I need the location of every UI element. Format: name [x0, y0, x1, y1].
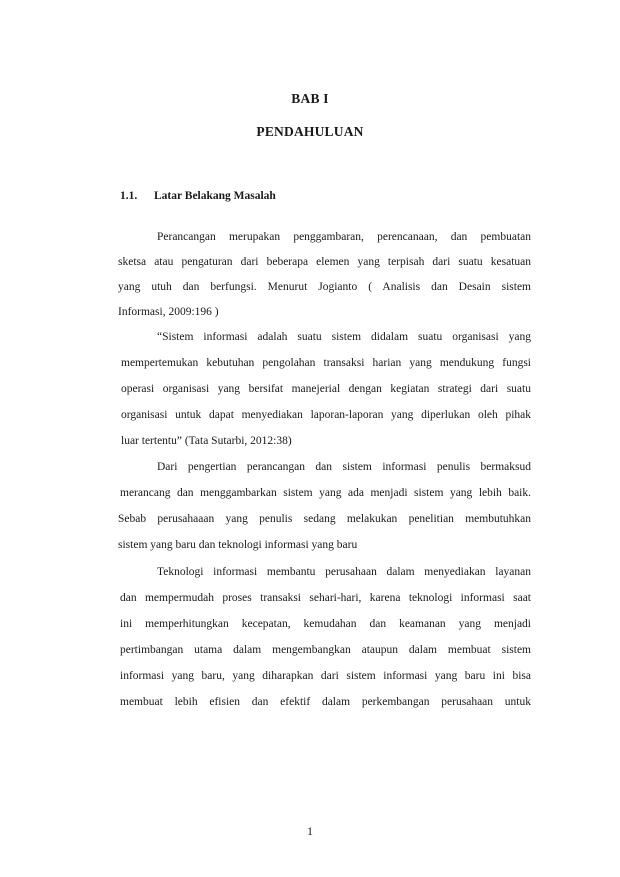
section-heading: [120, 190, 276, 202]
paragraph-1-line-3: yang utuh dan berfungsi. Menurut Jogianto ( Analisis dan Desain sistem: [118, 281, 531, 293]
paragraph-4-line-6: membuat lebih efisien dan efektif dalam perkembangan perusahaan untuk: [120, 696, 531, 708]
quote-line-5: luar tertentu” (Tata Sutarbi, 2012:38): [121, 435, 292, 447]
paragraph-3-line-2: merancang dan menggambarkan sistem yang ada menjadi sistem yang lebih baik.: [120, 487, 531, 499]
quote-line-1: “Sistem informasi adalah suatu sistem didalam suatu organisasi yang: [157, 331, 531, 343]
chapter-title: PENDAHULUAN: [256, 124, 364, 139]
paragraph-3-line-4: sistem yang baru dan teknologi informasi yang baru: [118, 539, 358, 551]
quote-line-2: mempertemukan kebutuhan pengolahan transaksi harian yang mendukung fungsi: [121, 357, 531, 369]
section-number: 1.1.: [120, 190, 138, 202]
paragraph-3-line-1: Dari pengertian perancangan dan sistem informasi penulis bermaksud: [157, 461, 531, 473]
paragraph-1-line-4: Informasi, 2009:196 ): [118, 306, 219, 318]
paragraph-1-line-2: sketsa atau pengaturan dari beberapa elemen yang terpisah dari suatu kesatuan: [118, 256, 531, 268]
chapter-heading: BAB I: [291, 91, 329, 106]
paragraph-3-line-3: Sebab perusahaaan yang penulis sedang melakukan penelitian membutuhkan: [118, 513, 531, 525]
paragraph-4-line-2: dan mempermudah proses transaksi sehari-hari, karena teknologi informasi saat: [120, 592, 531, 604]
paragraph-4-line-1: Teknologi informasi membantu perusahaan dalam menyediakan layanan: [157, 566, 531, 578]
section-title: Latar Belakang Masalah: [154, 190, 276, 202]
paragraph-1-line-1: Perancangan merupakan penggambaran, perencanaan, dan pembuatan: [157, 231, 531, 243]
page-number: 1: [307, 824, 313, 838]
quote-line-3: operasi organisasi yang bersifat manejerial dengan kegiatan strategi dari suatu: [121, 383, 531, 395]
paragraph-4-line-3: ini memperhitungkan kecepatan, kemudahan dan keamanan yang menjadi: [120, 618, 531, 630]
paragraph-4-line-5: informasi yang baru, yang diharapkan dari sistem informasi yang baru ini bisa: [120, 670, 531, 682]
quote-line-4: organisasi untuk dapat menyediakan laporan-laporan yang diperlukan oleh pihak: [121, 409, 531, 421]
paragraph-4-line-4: pertimbangan utama dalam mengembangkan ataupun dalam membuat sistem: [120, 644, 531, 656]
